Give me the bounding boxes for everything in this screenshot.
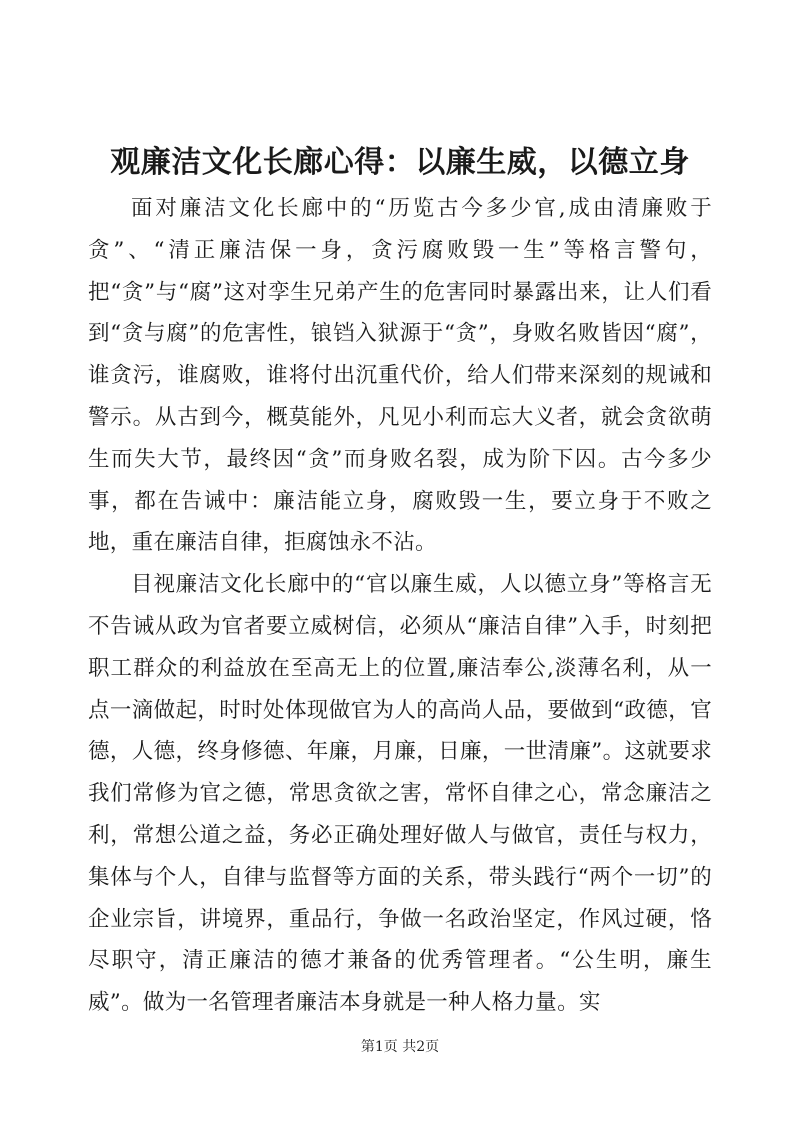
- paragraph-2: 目视廉洁文化长廊中的“官以廉生威，人以德立身”等格言无不告诫从政为官者要立威树信，必须从“廉洁自律”入手，时刻把职工群众的利益放在至高无上的位置,廉洁奉公,淡薄名利，从一点一滴做起，时时处体现做官为人的高尚人品，要做到“政德，官德，人德，终身修德、年廉，月廉，日廉，一世清廉”。这就要求我们常修为官之德，常思贪欲之害，常怀自律之心，常念廉洁之利，常想公道之益，务必正确处理好做人与做官，责任与权力，集体与个人，自律与监督等方面的关系，带头践行“两个一切”的企业宗旨，讲境界，重品行，争做一名政治坚定，作风过硬，恪尽职守，清正廉洁的德才兼备的优秀管理者。“公生明，廉生威”。做为一名管理者廉洁本身就是一种人格力量。实: [88, 572, 712, 1016]
- paragraph-1: 面对廉洁文化长廊中的“历览古今多少官,成由清廉败于贪”、“清正廉洁保一身，贪污腐败毁一生”等格言警句，把“贪”与“腐”这对孪生兄弟产生的危害同时暴露出来，让人们看到“贪与腐”的危害性，锒铛入狱源于“贪”，身败名败皆因“腐”，谁贪污，谁腐败，谁将付出沉重代价，给人们带来深刻的规诫和警示。从古到今，概莫能外，凡见小利而忘大义者，就会贪欲萌生而失大节，最终因“贪”而身败名裂，成为阶下囚。古今多少事，都在告诫中：廉洁能立身，腐败毁一生，要立身于不败之地，重在廉洁自律，拒腐蚀永不沾。: [88, 196, 712, 556]
- document-title: 观廉洁文化长廊心得：以廉生威，以德立身: [110, 145, 690, 180]
- document-body: [88, 188, 712, 1024]
- page-footer: 第1页 共2页: [360, 1039, 440, 1055]
